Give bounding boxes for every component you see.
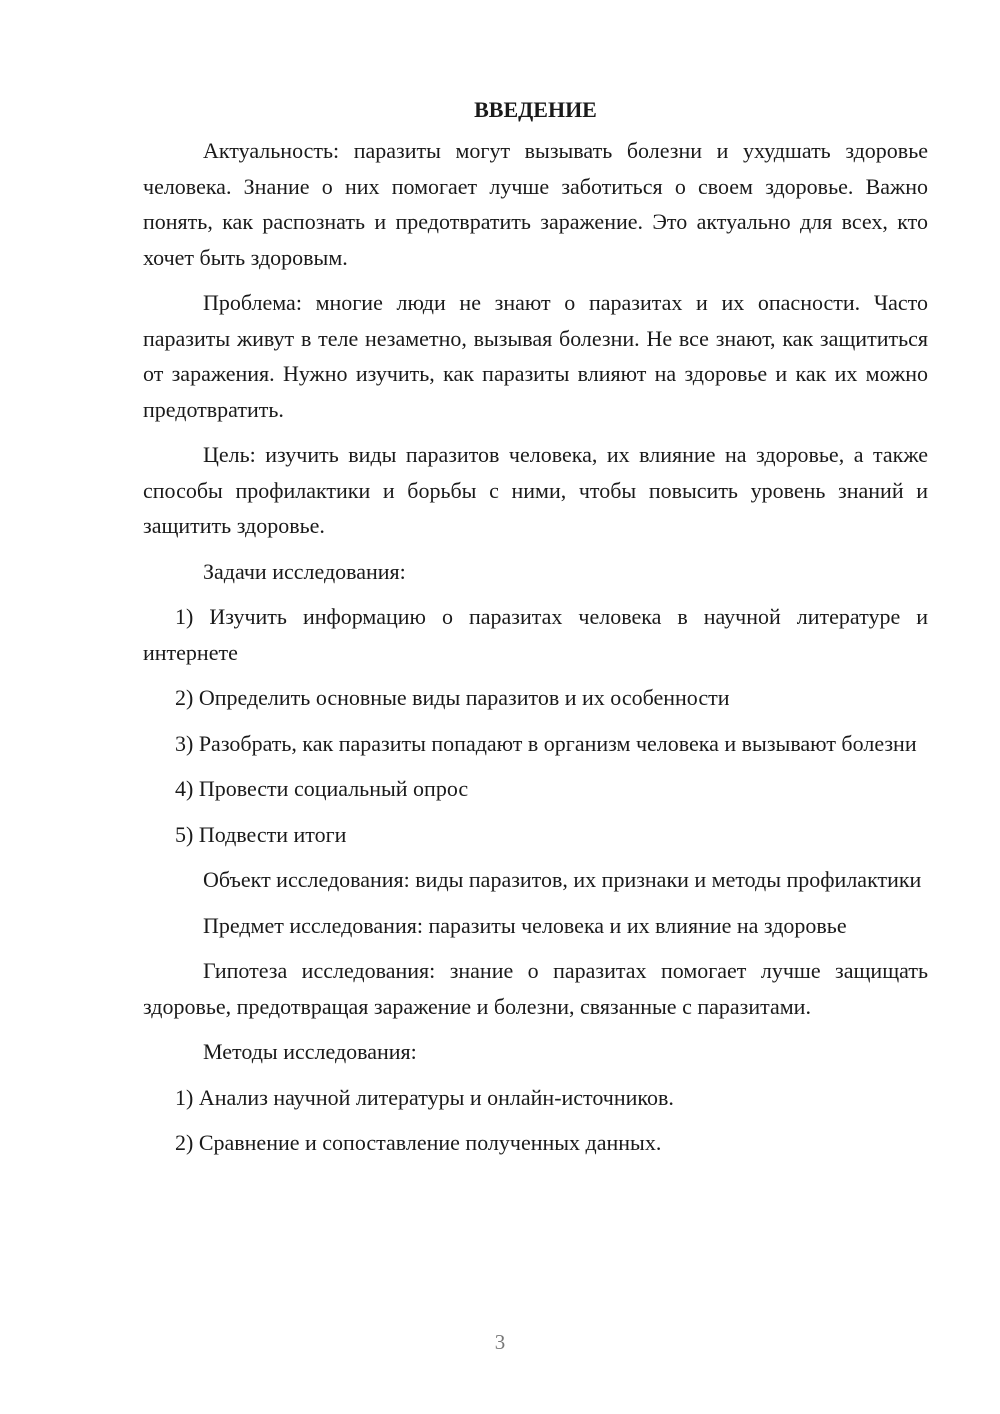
- task-item-5: 5) Подвести итоги: [175, 821, 347, 847]
- paragraph-object: Объект исследования: виды паразитов, их признаки и методы профилактики: [203, 867, 922, 892]
- paragraph-subject: Предмет исследования: паразиты человека и их влияние на здоровье: [203, 912, 847, 938]
- paragraph-tasks-title: Задачи исследования:: [203, 558, 406, 584]
- method-item-2: 2) Сравнение и сопоставление полученных данных.: [175, 1130, 662, 1155]
- task-item-2: 2) Определить основные виды паразитов и их особенности: [175, 685, 730, 710]
- section-heading: ВВЕДЕНИЕ: [474, 97, 597, 122]
- paragraph-methods-title: Методы исследования:: [203, 1039, 417, 1064]
- paragraph-relevance: Актуальность: паразиты могут вызывать болезни и ухудшать здоровье человека. Знание о них помогает лучше заботиться о своем здоровье. Важно понять, как распознать и предотвратить заражение. Это актуально для всех, кто хочет быть здоровым.: [143, 138, 928, 270]
- document-page: [143, 92, 928, 1171]
- paragraph-problem: Проблема: многие люди не знают о паразитах и их опасности. Часто паразиты живут в теле незаметно, вызывая болезни. Не все знают, как защититься от заражения. Нужно изучить, как паразиты влияют на здоровье и как их можно предотвратить.: [143, 290, 928, 422]
- paragraph-hypothesis: Гипотеза исследования: знание о паразитах помогает лучше защищать здоровье, предотвращая заражение и болезни, связанные с паразитами.: [143, 958, 928, 1019]
- task-item-1: 1) Изучить информацию о паразитах человека в научной литературе и интернете: [143, 604, 928, 665]
- task-item-4: 4) Провести социальный опрос: [175, 776, 469, 801]
- method-item-1: 1) Анализ научной литературы и онлайн-источников.: [175, 1084, 674, 1110]
- page-number: 3: [494, 1330, 506, 1354]
- task-item-3: 3) Разобрать, как паразиты попадают в организм человека и вызывают болезни: [175, 730, 917, 756]
- paragraph-goal: Цель: изучить виды паразитов человека, их влияние на здоровье, а также способы профилактики и борьбы с ними, чтобы повысить уровень знаний и защитить здоровье.: [143, 442, 928, 538]
